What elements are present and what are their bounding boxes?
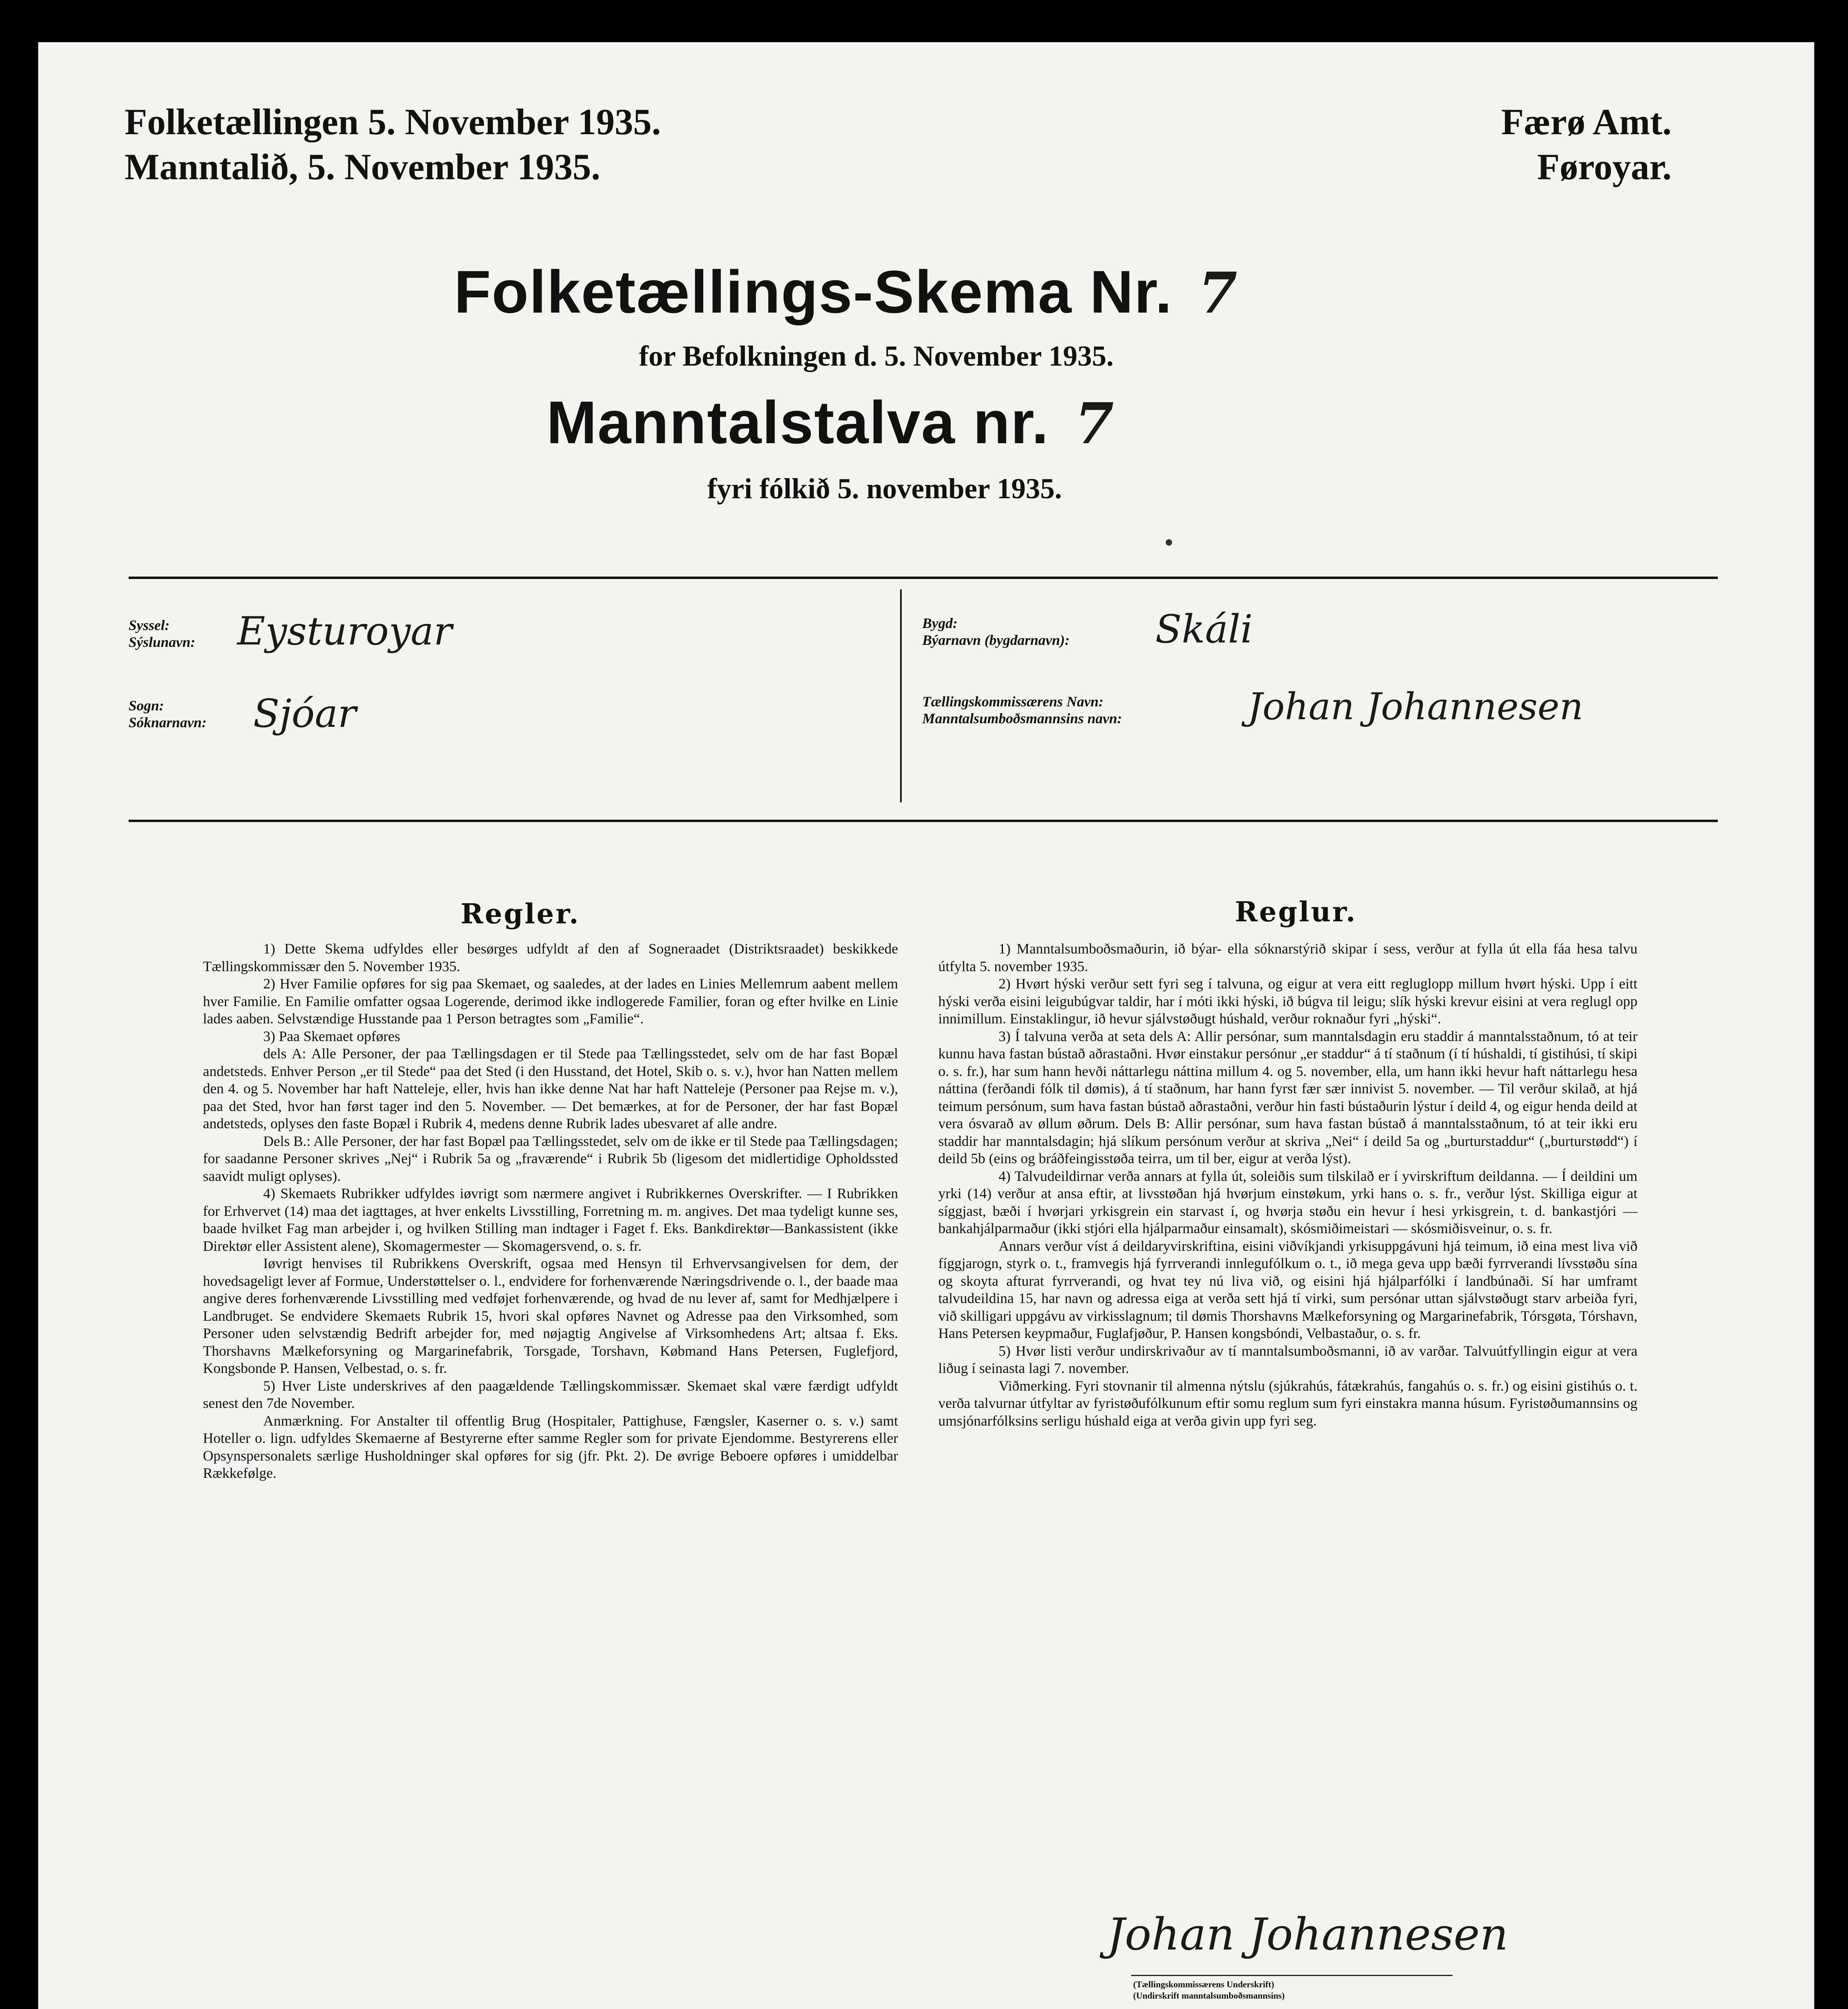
regler-text <box>203 940 898 1482</box>
commissioner-label-danish: Tællingskommissærens Navn: <box>922 694 1104 710</box>
header-left-line1: Folketællingen 5. November 1935. <box>125 101 661 142</box>
bygd-label-faroese: Býarnavn (bygdarnavn): <box>922 632 1070 648</box>
form-number-faroese: 7 <box>1074 391 1115 457</box>
reglur-paragraph-3: 3) Í talvuna verða at seta dels A: Allir persónar, sum manntalsdagin eru staddir á manntalsstaðnum, tó at teir kunnu hava fastan bústað aðrastaðni. Hvør einstakur persónur „er staddur“ á tí staðnum (í tí húshaldi, tí gistihúsi, tí skipi o. s. fr.), har sum hann hevði náttarlegu náttina millum 4. og 5. november, ella, um hann ikki hevur haft náttarlegu hesa náttina (ferðandi fólk til dømis), á tí staðnum, har hann fyrst fær sær innivist 5. november. — Til verður skilað, at hjá teimum persónum, sum hava fastan bústað aðrastaðni, verður hin fasti bústaðurin lýstur í deild 4, og eigur henda deild at vera ósvarað av øllum øðrum. Dels B: Allir persónar, sum hava fastan bústað á manntalsstaðnum, tó at teir ikki eru staddir har manntalsdagin; hjá slíkum persónum verður at skriva „Nei“ í deild 5a og „burturstaddur“ („burturstødd“) í deild 5b (eins og bráðfeingisstøða teirra, um til ber, eigur at verða lýst). <box>938 1028 1637 1166</box>
form-title-danish-text: Folketællings-Skema Nr. <box>454 258 1173 325</box>
reglur-paragraph-1: 1) Manntalsumboðsmaðurin, ið býar- ella sóknarstýrið skipar í sess, verður at fylla út ella fáa hesa talvu útfylta 5. november 1935. <box>938 941 1637 974</box>
reglur-paragraph-2: 2) Hvørt hýski verður sett fyri seg í talvuna, og eigur at vera eitt regluglopp millum hvørt hýski. Upp í eitt hýski verða eisini leigubúgvar taldir, har í móti ikki hýski, ið búgva til leigu; slík hýski krevur eisini at vera reglugl opp innimillum. Einstaklingur, ið hevur sjálvstøðugt húshald, verður roknaður fyri „hýski“. <box>938 976 1637 1027</box>
commissioner-label-faroese: Manntalsumboðsmannsins navn: <box>922 710 1122 726</box>
commissioner-value: Johan Johannesen <box>1248 685 1584 728</box>
regler-paragraph-6: Anmærkning. For Anstalter til offentlig Brug (Hospitaler, Pattighuse, Fængsler, Kaserner o. s. v.) samt Hoteller o. lign. udfyldes Skemaerne af Bestyrerne efter samme Regler som for private Ejendomme. Bestyrerens eller Opsynspersonalets særlige Husholdninger skal opføres for sig (jfr. Pkt. 2). De øvrige Beboere opføres i umiddelbar Rækkefølge. <box>203 1412 898 1481</box>
sogn-value: Sjóar <box>253 691 356 736</box>
commissioner-label <box>922 693 1122 727</box>
reglur-text <box>938 940 1637 1430</box>
signature-caption-danish: (Tællingskommissærens Underskrift) <box>1133 1979 1275 1989</box>
signature-value: Johan Johannesen <box>1107 1909 1508 1960</box>
regler-paragraph-4b: Iøvrigt henvises til Rubrikkens Overskrift, ogsaa med Hensyn til Erhvervsangivelsen for dem, der hovedsageligt lever af Formue, Understøttelser o. l., endvidere for forhenværende Næringsdrivende o. l., der baade maa angive deres forhenværende Livsstilling med vedføjet forhenværende, og hvad de nu lever af, samt for Medhjælpere i Landbruget. Se endvidere Skemaets Rubrik 15, hvori skal opføres Navnet og Adresse paa den Virksomhed, som Personer uden selvstændig Bedrift arbejder for, med nøjagtig Angivelse af Virksomhedens Art; altsaa f. Eks. Thorshavns Mælkeforsyning og Margarinefabrik, Torsgade, Torshavn, Købmand Hans Petersen, Fuglefjord, Kongsbonde P. Hansen, Velbestad, o. s. fr. <box>203 1255 898 1376</box>
header-right <box>1501 99 1672 189</box>
regler-paragraph-1: 1) Dette Skema udfyldes eller besørges udfyldt af den af Sogneraadet (Distriktsraadet) beskikkede Tællingskommissær den 5. November 1935. <box>203 941 898 974</box>
reglur-paragraph-4b: Annars verður víst á deildaryvirskriftina, eisini viðvíkjandi yrkisuppgávuni hjá teimum, ið eina mest liva við fíggjarogn, styrk o. t., framvegis hjá fyrrverandi innlegufólkum o. t., ið mega geva upp bæði fyrrverandi lívsstøðu sína og skoyta afturat fyrrverandi, og hvat tey nú liva við, og eisini hjá hjálparfólki í landbúnaði. Sí har umframt talvudeildina 15, har navn og adressa eiga at verða sett hjá tí virki, sum persónar uttan sjálvstøðugt starv arbeiða fyri, við skilligari uppgávu av virkisslagnum; til dømis Thorshavns Mælkeforsyning og Margarinefabrik, Tórsgøta, Tórshavn, Hans Petersen keypmaður, Fuglafjøður, P. Hansen kongsbóndi, Velbastaður, o. s. fr. <box>938 1238 1637 1341</box>
regler-paragraph-3a: dels A: Alle Personer, der paa Tællingsdagen er til Stede paa Tællingsstedet, selv om de har fast Bopæl andetsteds. Enhver Person „er til Stede“ paa det Sted (i den Husstand, det Hotel, Skib o. s. v.), hvor han Natten mellem den 4. og 5. November har haft Natteleje, eller, hvis han ikke denne Nat har haft Natteleje (Personer paa Rejse m. v.), paa det Sted, hvor han først tager ind den 5. November. — Det bemærkes, at for de Personer, der har fast Bopæl andetsteds, oplyses den faste Bopæl i Rubrik 4, medens denne Rubrik lades ubesvaret af alle andre. <box>203 1045 898 1131</box>
form-subtitle-danish: for Befolkningen d. 5. November 1935. <box>639 340 1114 372</box>
syssel-label <box>129 617 195 651</box>
form-title-faroese <box>546 388 1115 457</box>
signature-caption <box>1133 1979 1285 2001</box>
reglur-paragraph-4: 4) Talvudeildirnar verða annars at fylla út, soleiðis sum tilskilað er í yvirskriftum deildanna. — Í deildini um yrki (14) verður at ansa eftir, at livsstøðan hjá hvørjum einstøkum, yrki hans o. s. fr., verður lýst. Skilliga eigur at síggjast, bæði í hvørjari yrkisgrein ein starvast í, og hvørja støðu ein hevur í hesi yrkisgrein, t. d. bankastjóri — bankahjálparmaður (ikki stjóri ella hjálparmaður einsamalt), skósmiðimeistari — skósmiðisveinur, o. s. fr. <box>938 1168 1637 1236</box>
bygd-value: Skáli <box>1155 607 1253 652</box>
sogn-label-faroese: Sóknarnavn: <box>129 714 207 730</box>
signature-line <box>1131 1975 1453 1976</box>
regler-paragraph-5: 5) Hver Liste underskrives af den paagældende Tællingskommissær. Skemaet skal være færdigt udfyldt senest den 7de November. <box>203 1377 898 1411</box>
signature-caption-faroese: (Undirskrift manntalsumboðsmannsins) <box>1133 1991 1285 2001</box>
reglur-paragraph-6: Viðmerking. Fyri stovnanir til almenna nýtslu (sjúkrahús, fátækrahús, fangahús o. s. fr.) og eisini gistihús o. t. verða talvurnar útfyltar av fyristøðufólkunum eftir somu reglum sum fyri einstakra manna húsum. Fyristøðumannsins og umsjónarfólksins serligu húshald eiga at verða givin upp fyri seg. <box>938 1377 1637 1429</box>
syssel-label-danish: Syssel: <box>129 617 170 633</box>
census-form-page <box>38 42 1814 2009</box>
form-subtitle-faroese: fyri fólkið 5. november 1935. <box>707 473 1062 505</box>
regler-paragraph-3: 3) Paa Skemaet opføres <box>263 1028 400 1044</box>
bygd-label-danish: Bygd: <box>922 615 958 631</box>
sogn-label <box>129 697 207 731</box>
punch-dot <box>1166 539 1172 546</box>
form-number-danish: 7 <box>1198 260 1238 326</box>
regler-paragraph-2: 2) Hver Familie opføres for sig paa Skemaet, og saaledes, at der lades en Linies Mellemrum aabent mellem hver Familie. En Familie omfatter ogsaa Logerende, derimod ikke indlogerede Familier, foran og efter hvilke en Linie lades aaben. Selvstændige Husstande paa 1 Person betragtes som „Familie“. <box>203 976 898 1027</box>
header-right-line1: Færø Amt. <box>1501 101 1672 142</box>
reglur-title: Reglur. <box>1235 896 1357 928</box>
form-title-danish <box>454 257 1238 327</box>
field-divider <box>900 589 902 802</box>
form-title-faroese-text: Manntalstalva nr. <box>546 389 1050 456</box>
header-left <box>125 99 661 189</box>
header-left-line2: Manntalið, 5. November 1935. <box>125 146 601 187</box>
top-rule <box>129 577 1718 579</box>
bottom-rule <box>129 820 1718 822</box>
reglur-paragraph-5: 5) Hvør listi verður undirskrivaður av tí manntalsumboðsmanni, ið av varðar. Talvuútfyllingin eigur at vera liðug í seinasta lagi 7. november. <box>938 1342 1637 1376</box>
sogn-label-danish: Sogn: <box>129 698 164 714</box>
regler-paragraph-3b: Dels B.: Alle Personer, der har fast Bopæl paa Tællingsstedet, selv om de ikke er til Stede paa Tællingsdagen; for saadanne Personer skrives „Nej“ i Rubrik 5a og „fraværende“ i Rubrik 5b (ligesom det midlertidige Opholdssted saavidt muligt oplyses). <box>203 1133 898 1184</box>
bygd-label <box>922 615 1070 649</box>
regler-title: Regler. <box>460 898 580 930</box>
header-right-line2: Føroyar. <box>1537 146 1672 187</box>
regler-paragraph-4: 4) Skemaets Rubrikker udfyldes iøvrigt som nærmere angivet i Rubrikkernes Overskrifter. — I Rubrikken for Erhvervet (14) maa det iagttages, at hver enkelts Livsstilling, Forretning m. m. angives. Det maa tydeligt kunne ses, baade hvilket Fag man arbejder i, og hvilken Stilling man indtager i Faget f. Eks. Bankdirektør—Bankassistent (ikke Direktør eller Assistent alene), Skomagermester — Skomagersvend, o. s. fr. <box>203 1185 898 1254</box>
syssel-value: Eysturoyar <box>237 609 452 654</box>
syssel-label-faroese: Sýslunavn: <box>129 634 196 650</box>
